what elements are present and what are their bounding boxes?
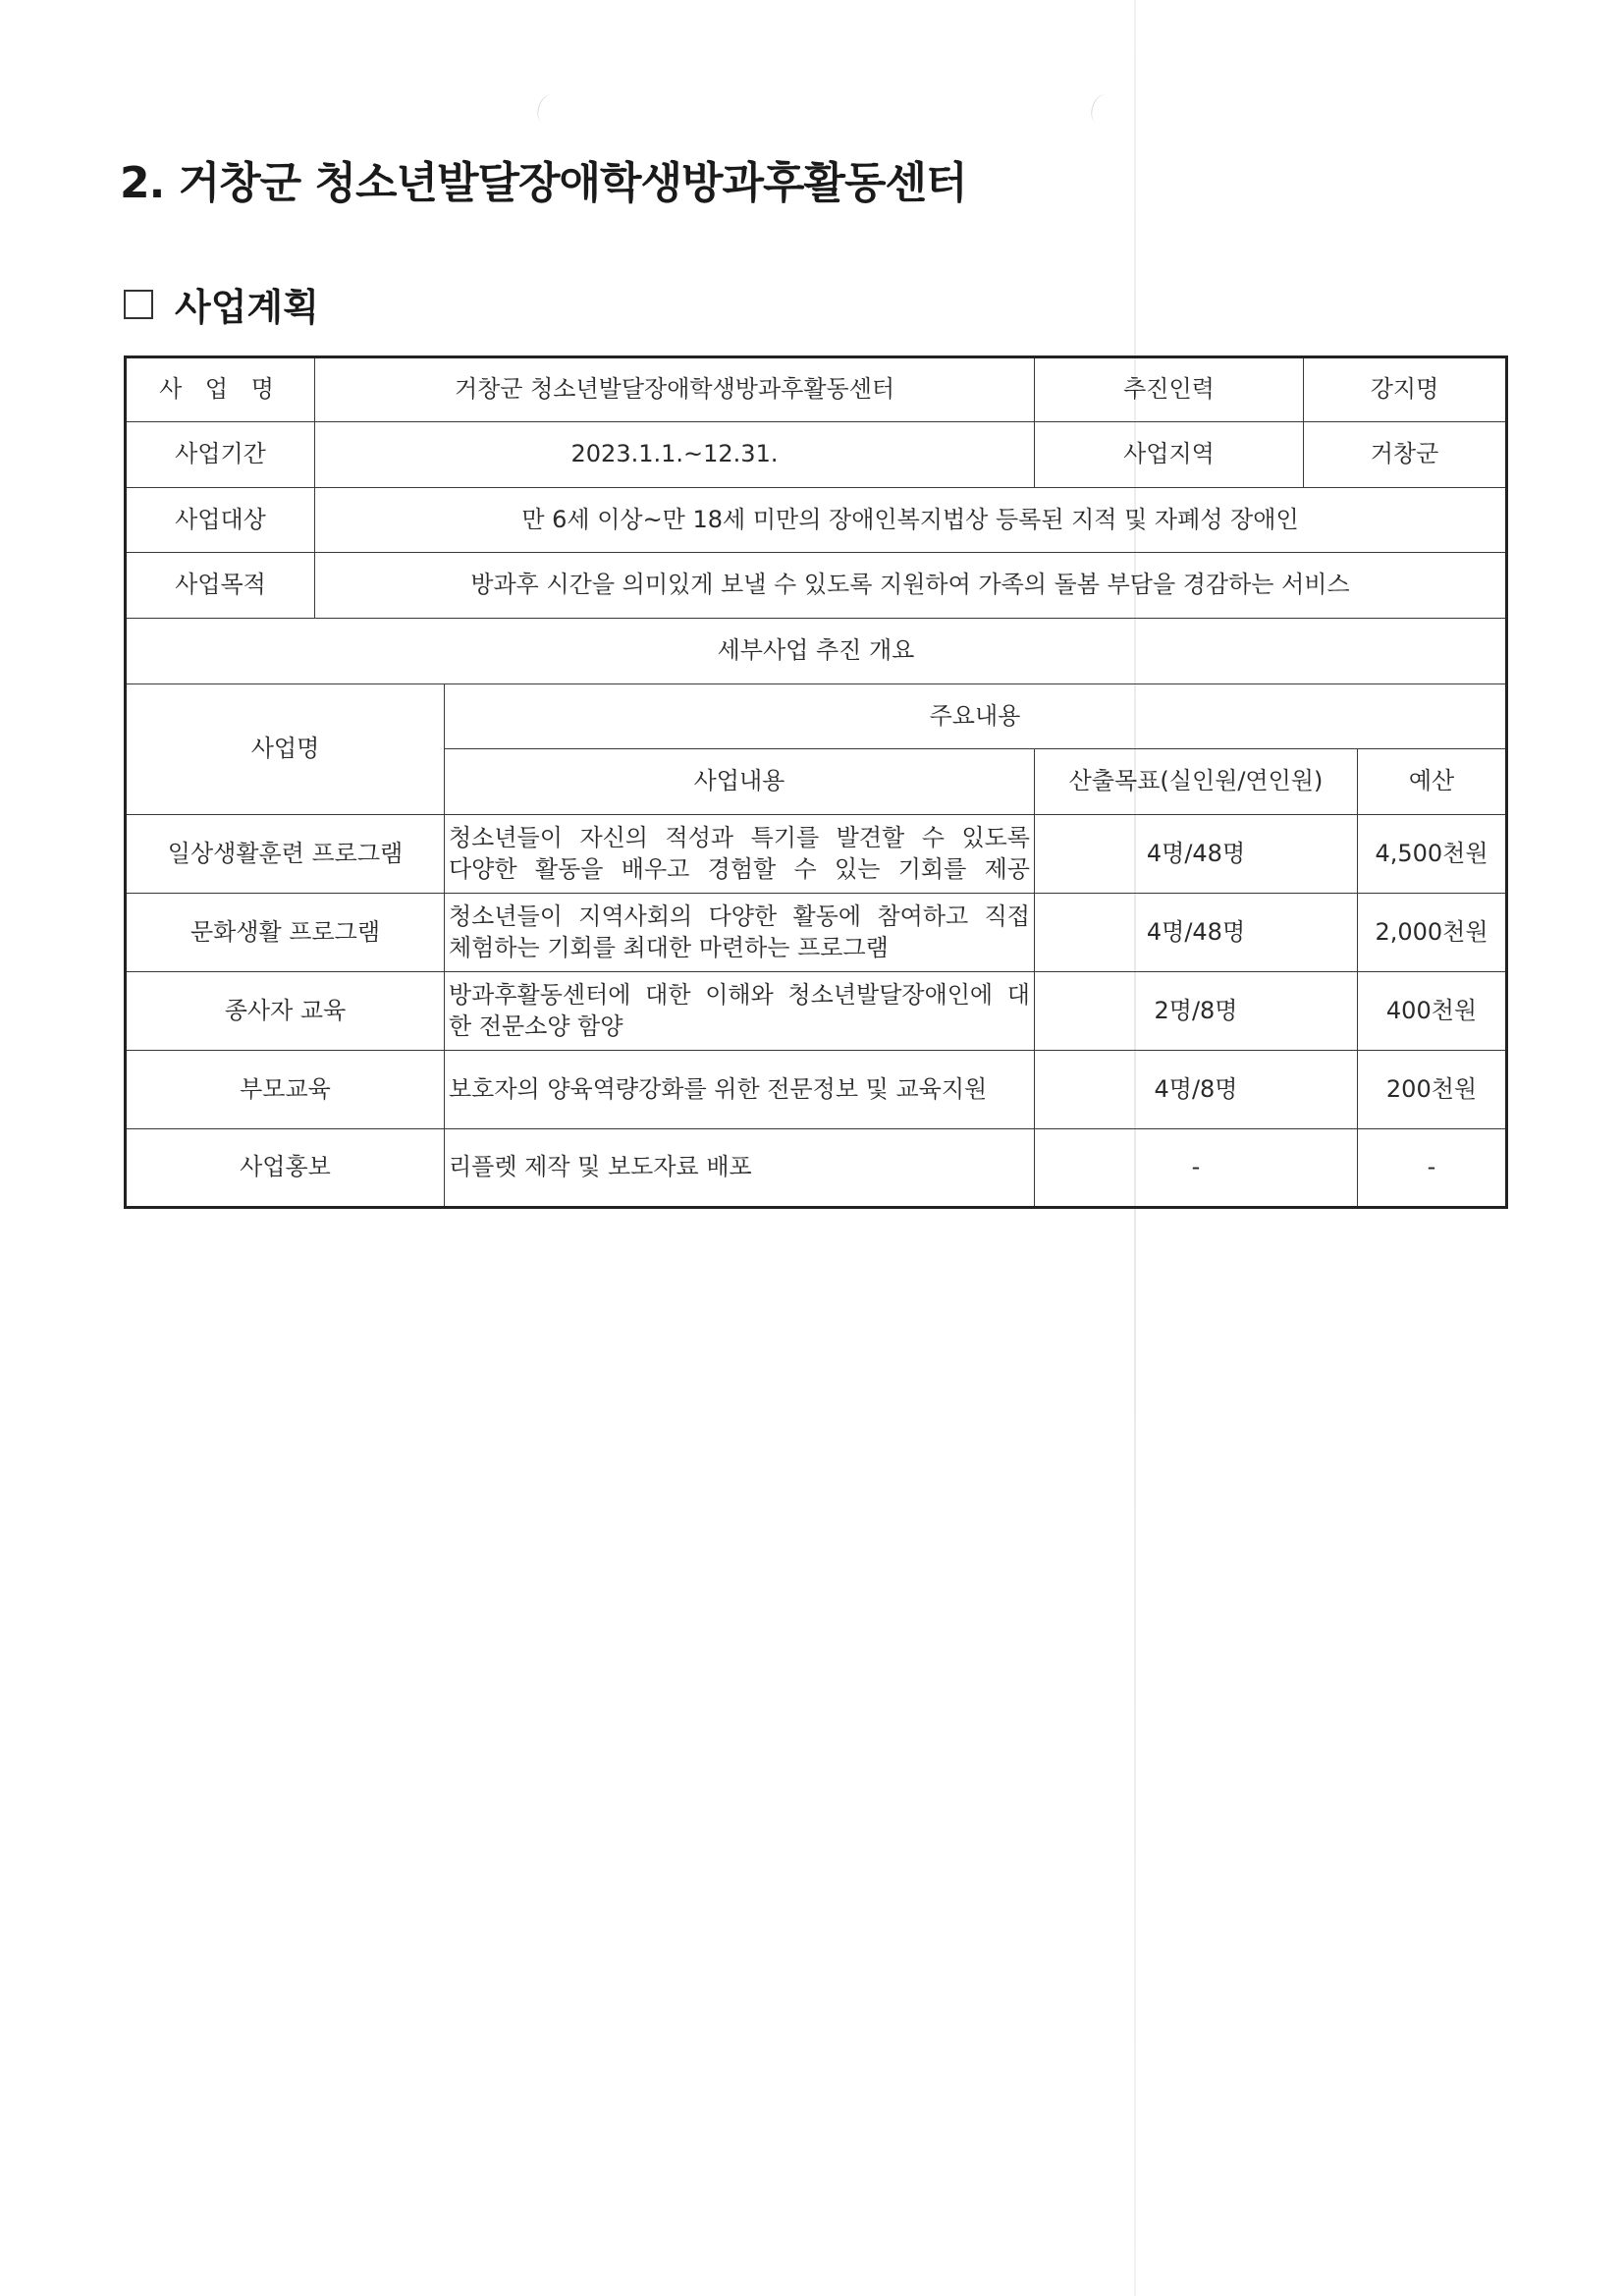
detail-header-row-1 [126,684,1507,749]
detail-row-name: 부모교육 [126,1051,445,1129]
staff-value: 강지명 [1304,357,1507,422]
section-title [124,277,319,331]
content-line: 리플렛 제작 및 보도자료 배포 [449,1153,752,1181]
detail-row-name: 일상생활훈련 프로그램 [126,815,445,894]
staff-label: 추진인력 [1035,357,1304,422]
detail-row-target: 4명/48명 [1035,815,1358,894]
table-row [126,1051,1507,1129]
content-line: 청소년들이 자신의 적성과 특기를 발견할 수 있도록 [449,823,1030,851]
target-value: 만 6세 이상~만 18세 미만의 장애인복지법상 등록된 지적 및 자폐성 장애인 [315,488,1507,553]
detail-row-content [445,972,1035,1051]
content-line: 한 전문소양 함양 [449,1011,623,1040]
detail-col-main-header: 주요내용 [445,684,1507,749]
summary-row-period [126,422,1507,488]
table-row [126,894,1507,972]
table-row [126,972,1507,1051]
business-plan-table [124,355,1508,1209]
section-title-text: 사업계획 [175,286,319,329]
summary-row-target [126,488,1507,553]
table-row [126,1129,1507,1208]
detail-row-budget: 200천원 [1358,1051,1507,1129]
scan-mark-left [534,92,561,126]
content-line: 다양한 활동을 배우고 경험할 수 있는 기회를 제공 [449,854,1030,883]
content-line: 보호자의 양육역량강화를 위한 전문정보 및 교육지원 [449,1074,988,1103]
period-value: 2023.1.1.~12.31. [315,422,1035,488]
purpose-value: 방과후 시간을 의미있게 보낼 수 있도록 지원하여 가족의 돌봄 부담을 경감하는 서비스 [315,553,1507,619]
detail-row-content [445,1051,1035,1129]
detail-row-name: 종사자 교육 [126,972,445,1051]
scan-mark-right [1088,92,1114,126]
detail-col-target-header: 산출목표(실인원/연인원) [1035,749,1358,815]
content-line: 체험하는 기회를 최대한 마련하는 프로그램 [449,933,889,961]
detail-col-name-header: 사업명 [126,684,445,815]
detail-row-content [445,894,1035,972]
summary-row-project-name [126,357,1507,422]
detail-row-budget: - [1358,1129,1507,1208]
detail-row-target: - [1035,1129,1358,1208]
target-label: 사업대상 [126,488,315,553]
project-name-value: 거창군 청소년발달장애학생방과후활동센터 [315,357,1035,422]
content-line: 방과후활동센터에 대한 이해와 청소년발달장애인에 대 [449,980,1030,1009]
detail-col-budget-header: 예산 [1358,749,1507,815]
detail-row-budget: 4,500천원 [1358,815,1507,894]
detail-row-budget: 2,000천원 [1358,894,1507,972]
project-name-label: 사 업 명 [126,357,315,422]
document-title: 2. 거창군 청소년발달장애학생방과후활동센터 [120,158,967,208]
region-label: 사업지역 [1035,422,1304,488]
period-label: 사업기간 [126,422,315,488]
detail-section-heading-row [126,619,1507,684]
detail-row-name: 사업홍보 [126,1129,445,1208]
summary-row-purpose [126,553,1507,619]
detail-row-content [445,815,1035,894]
detail-row-content [445,1129,1035,1208]
region-value: 거창군 [1304,422,1507,488]
detail-row-target: 4명/48명 [1035,894,1358,972]
detail-row-name: 문화생활 프로그램 [126,894,445,972]
content-line: 청소년들이 지역사회의 다양한 활동에 참여하고 직접 [449,902,1030,930]
table-row [126,815,1507,894]
detail-row-target: 4명/8명 [1035,1051,1358,1129]
detail-row-budget: 400천원 [1358,972,1507,1051]
purpose-label: 사업목적 [126,553,315,619]
detail-row-target: 2명/8명 [1035,972,1358,1051]
detail-section-heading: 세부사업 추진 개요 [126,619,1507,684]
empty-square-icon [124,290,153,319]
detail-col-content-header: 사업내용 [445,749,1035,815]
